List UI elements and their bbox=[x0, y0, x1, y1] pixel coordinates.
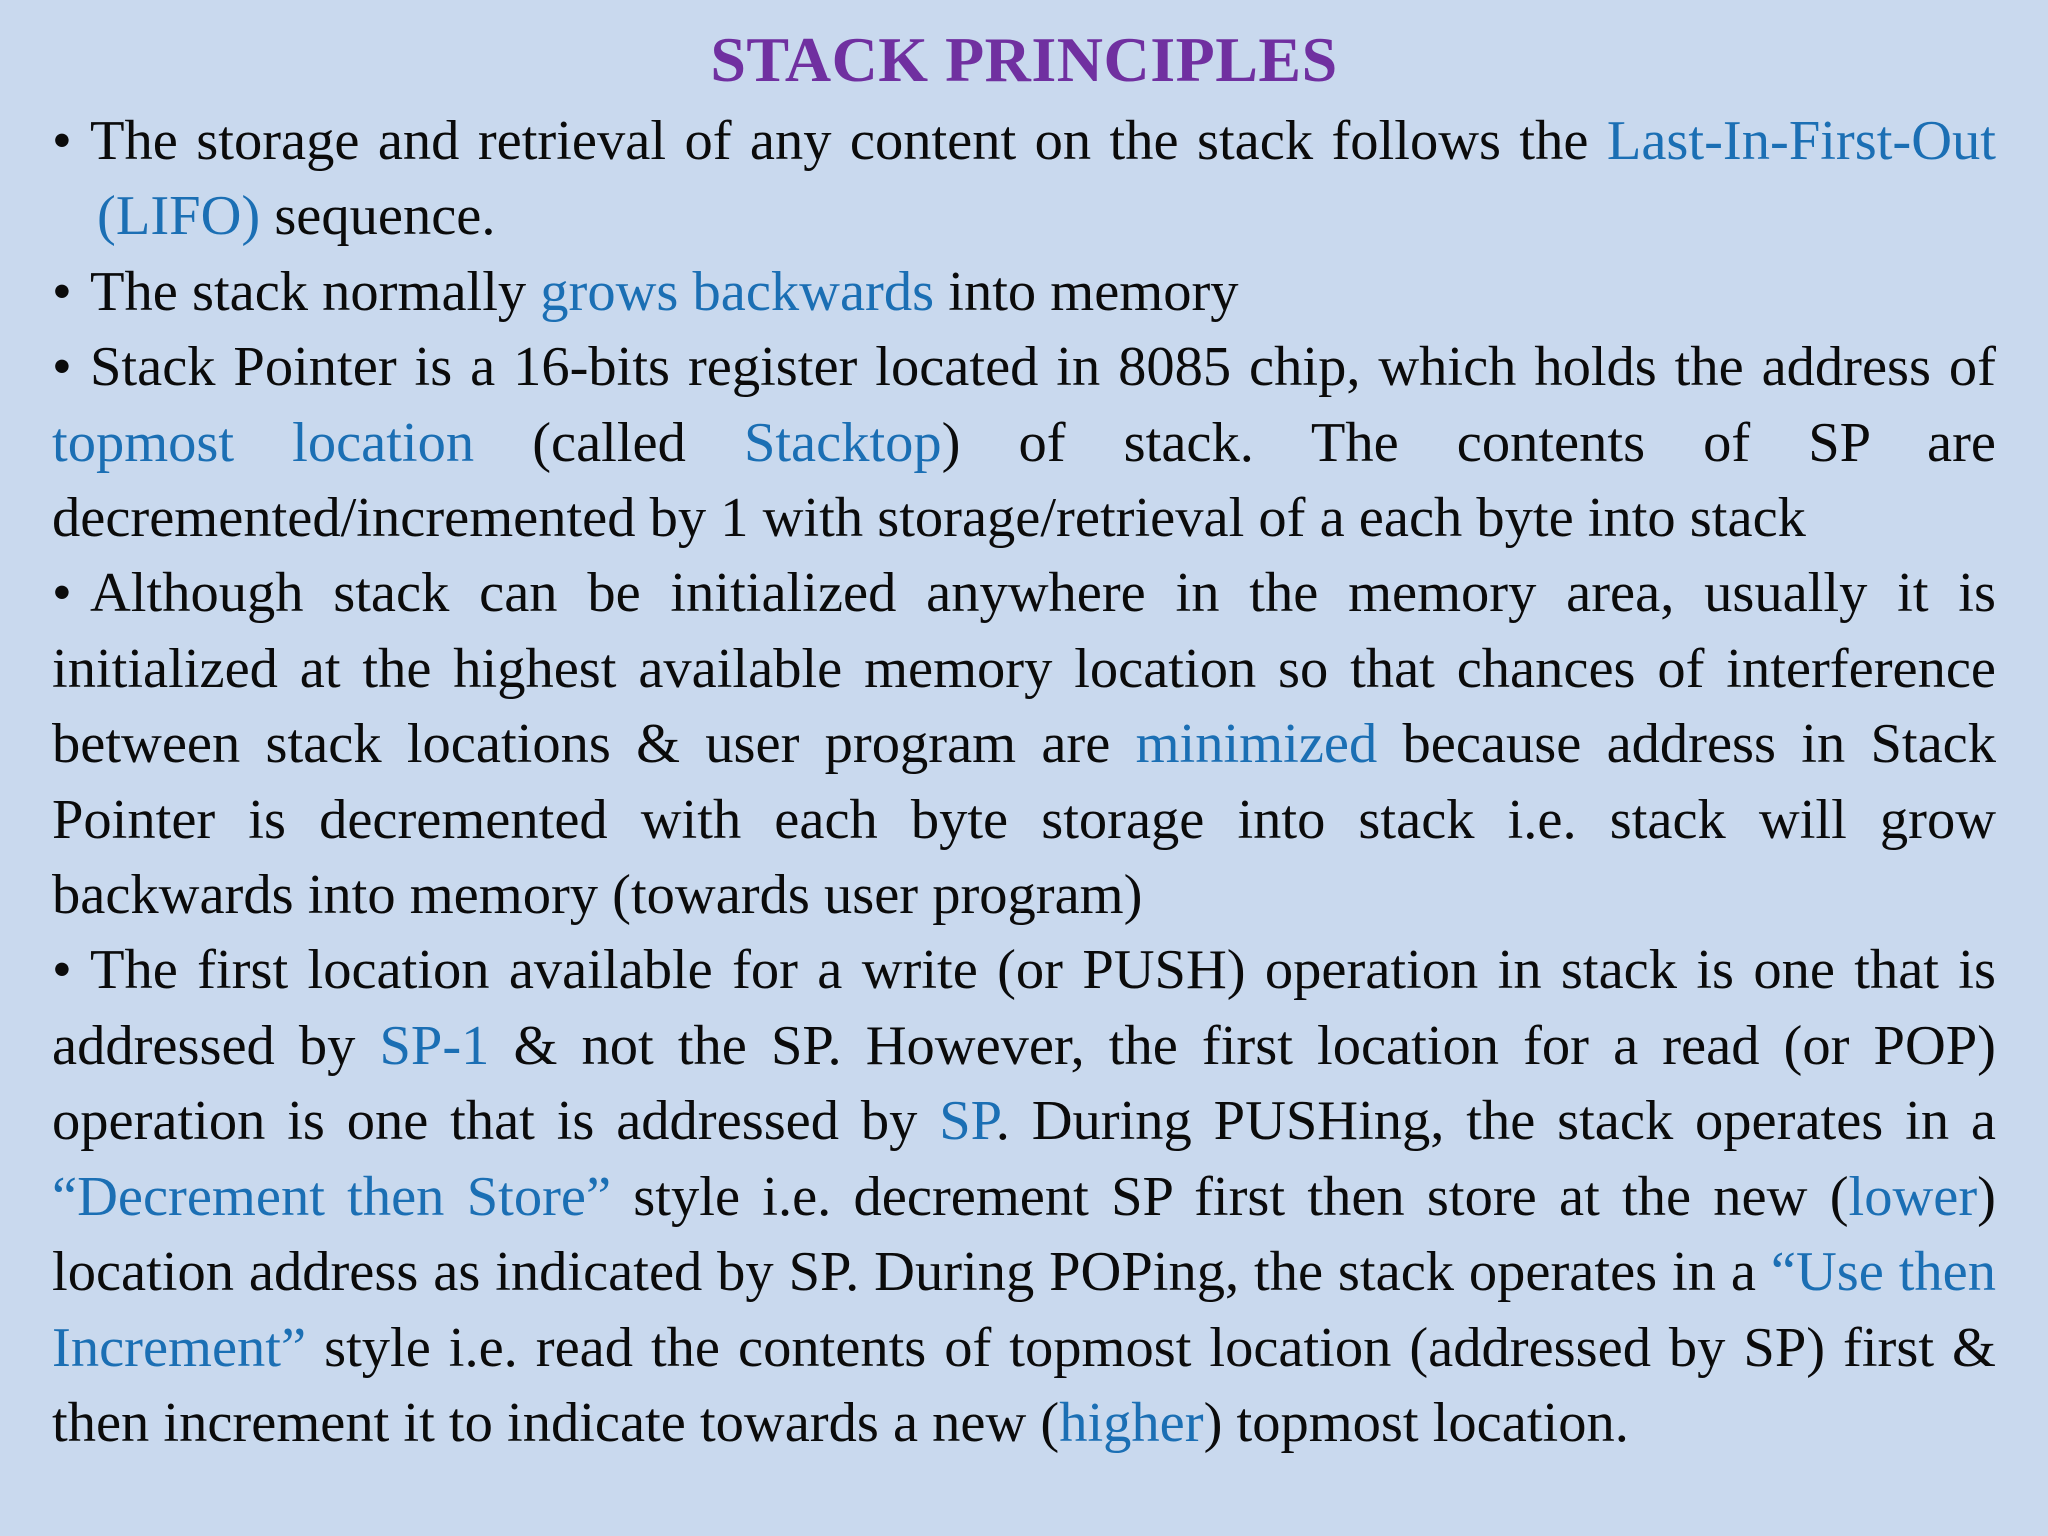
slide-title: STACK PRINCIPLES bbox=[710, 24, 1338, 95]
bullet-dot: • bbox=[52, 336, 72, 399]
highlighted-term: higher bbox=[1059, 1391, 1204, 1454]
bullet-item bbox=[52, 556, 1996, 933]
bullet-dot: • bbox=[52, 562, 72, 625]
bullet-item bbox=[52, 255, 1996, 330]
bullet-text: style i.e. decrement SP first then store at the new ( bbox=[611, 1165, 1849, 1228]
bullet-text: into memory bbox=[934, 260, 1239, 323]
highlighted-term: lower bbox=[1848, 1165, 1978, 1228]
bullet-text: ) location address as indicated by SP. During POPing, the stack operates in a bbox=[52, 1165, 1996, 1304]
bullet-text: The storage and retrieval of any content on the stack follows the bbox=[90, 110, 1607, 172]
highlighted-term: minimized bbox=[1135, 713, 1378, 776]
highlighted-term: “Use then Increment” bbox=[52, 1241, 1996, 1379]
bullet-text: ) topmost location. bbox=[1203, 1391, 1629, 1454]
bullet-text: Although stack can be initialized anywhere in the memory area, usually it is initialized at the highest available memory location so that chances of interference between stack locations & user program are bbox=[52, 562, 1996, 776]
bullet-text: style i.e. read the contents of topmost location (addressed by SP) first & then increment it to indicate towards a new ( bbox=[52, 1316, 1996, 1454]
highlighted-term: grows backwards bbox=[540, 260, 935, 323]
bullet-text: & not the SP. However, the first location for a read (or POP) operation is one that is addressed by bbox=[52, 1014, 1996, 1153]
bullet-text: because address in Stack Pointer is decremented with each byte storage into stack i.e. stack will grow backwards into memory (towards user program) bbox=[52, 713, 1997, 927]
highlighted-term: topmost location bbox=[52, 411, 475, 474]
highlighted-term: SP bbox=[939, 1090, 996, 1153]
bullet-text: Stack Pointer is a 16-bits register located in 8085 chip, which holds the address of bbox=[90, 336, 1996, 399]
bullet-item bbox=[52, 933, 1996, 1461]
bullet-list bbox=[52, 104, 1996, 1461]
highlighted-term: SP-1 bbox=[379, 1014, 490, 1077]
bullet-text: . During PUSHing, the stack operates in a bbox=[995, 1090, 1996, 1153]
bullet-dot: • bbox=[52, 939, 72, 1002]
bullet-text: sequence. bbox=[260, 185, 496, 248]
bullet-dot: • bbox=[52, 260, 72, 323]
bullet-text: ) of stack. The contents of SP are decremented/incremented by 1 with storage/retrieval of a each byte into stack bbox=[52, 411, 1997, 550]
bullet-item bbox=[52, 104, 1996, 255]
highlighted-term: Last-In-First-Out (LIFO) bbox=[97, 110, 1996, 248]
bullet-text: (called bbox=[474, 411, 744, 474]
highlighted-term: Stacktop bbox=[743, 411, 942, 474]
bullet-dot: • bbox=[52, 110, 72, 172]
bullet-text: The first location available for a write (or PUSH) operation in stack is one that is addressed by bbox=[52, 939, 1996, 1077]
bullet-text: The stack normally bbox=[90, 260, 541, 323]
highlighted-term: “Decrement then Store” bbox=[52, 1165, 612, 1228]
bullet-item bbox=[52, 330, 1996, 556]
